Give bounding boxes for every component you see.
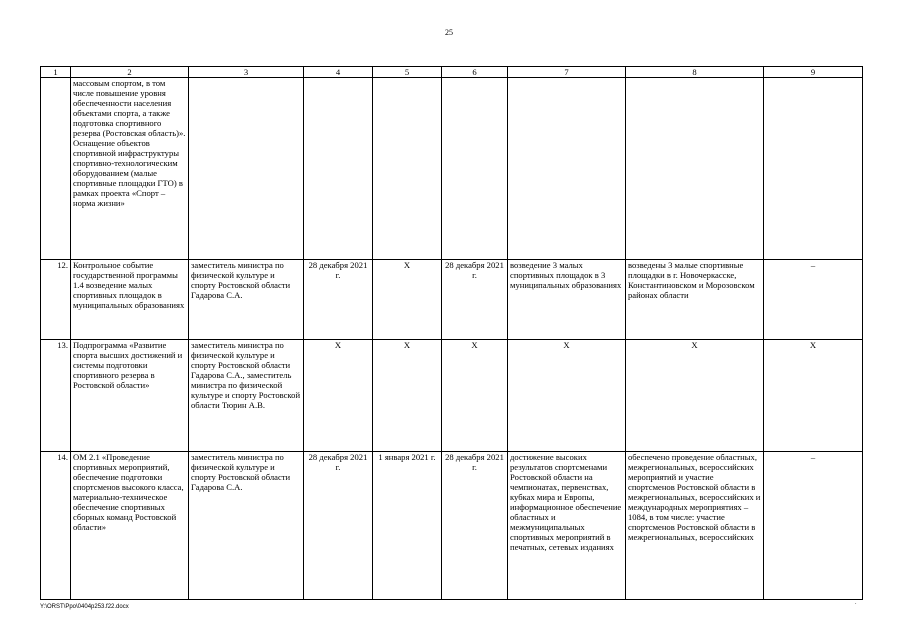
- table-row: [41, 78, 863, 260]
- planned-date: 28 декабря 2021 г.: [304, 260, 373, 340]
- end-date: Х: [442, 340, 508, 452]
- planned-result: [508, 78, 626, 260]
- header-cell: 8: [626, 67, 764, 78]
- actual-result: [626, 78, 764, 260]
- planned-date: [304, 78, 373, 260]
- actual-result: Х: [626, 340, 764, 452]
- event-name: Подпрограмма «Развитие спорта высших достижений и системы подготовки спортивного резерва в Ростовской области»: [71, 340, 189, 452]
- end-date: [442, 78, 508, 260]
- event-name: массовым спортом, в том числе повышение уровня обеспеченности населения объектами спорта, а также подготовка спортивного резерва (Ростовская область)». Оснащение объектов спортивной инфраструктуры спортивно-технологическим оборудованием (малые спортивные площадки ГТО) в рамках проекта «Спорт – норма жизни»: [71, 78, 189, 260]
- end-date: 28 декабря 2021 г.: [442, 260, 508, 340]
- header-cell: 6: [442, 67, 508, 78]
- planned-date: Х: [304, 340, 373, 452]
- responsible: заместитель министра по физической культуре и спорту Ростовской области Гадарова С.А.: [189, 260, 304, 340]
- plan-table: [40, 66, 863, 600]
- planned-result: достижение высоких результатов спортсменами Ростовской области на чемпионатах, первенствах, кубках мира и Европы, информационное обеспечение областных и межмуниципальных спортивных мероприятий в печатных, сетевых изданиях: [508, 452, 626, 600]
- responsible: заместитель министра по физической культуре и спорту Ростовской области Гадарова С.А., заместитель министра по физической культуре и спорту Ростовской области Тюрин А.В.: [189, 340, 304, 452]
- start-date: Х: [373, 260, 442, 340]
- header-cell: 1: [41, 67, 71, 78]
- table-header-row: [41, 67, 863, 78]
- start-date: Х: [373, 340, 442, 452]
- table-row: [41, 260, 863, 340]
- header-cell: 3: [189, 67, 304, 78]
- responsible: заместитель министра по физической культуре и спорту Ростовской области Гадарова С.А.: [189, 452, 304, 600]
- note: –: [764, 260, 863, 340]
- page-number: 25: [445, 28, 453, 37]
- planned-date: 28 декабря 2021 г.: [304, 452, 373, 600]
- file-path-footer: Y:\ORST\Ppo\0404p253.f22.docx: [40, 604, 129, 610]
- row-number: [41, 78, 71, 260]
- start-date: 1 января 2021 г.: [373, 452, 442, 600]
- table-row: [41, 452, 863, 600]
- end-date: 28 декабря 2021 г.: [442, 452, 508, 600]
- header-cell: 5: [373, 67, 442, 78]
- header-cell: 2: [71, 67, 189, 78]
- header-cell: 4: [304, 67, 373, 78]
- table-row: [41, 340, 863, 452]
- row-number: 13.: [41, 340, 71, 452]
- note: Х: [764, 340, 863, 452]
- note: [764, 78, 863, 260]
- header-cell: 7: [508, 67, 626, 78]
- actual-result: возведены 3 малые спортивные площадки в г. Новочеркасске, Константиновском и Морозовском районах области: [626, 260, 764, 340]
- responsible: [189, 78, 304, 260]
- row-number: 12.: [41, 260, 71, 340]
- corner-mark: .: [855, 600, 857, 606]
- event-name: ОМ 2.1 «Проведение спортивных мероприятий, обеспечение подготовки спортсменов высокого класса, материально-техническое обеспечение спортивных сборных команд Ростовской области»: [71, 452, 189, 600]
- start-date: [373, 78, 442, 260]
- planned-result: возведение 3 малых спортивных площадок в 3 муниципальных образованиях: [508, 260, 626, 340]
- header-cell: 9: [764, 67, 863, 78]
- row-number: 14.: [41, 452, 71, 600]
- planned-result: Х: [508, 340, 626, 452]
- event-name: Контрольное событие государственной программы 1.4 возведение малых спортивных площадок в муниципальных образованиях: [71, 260, 189, 340]
- note: –: [764, 452, 863, 600]
- actual-result: обеспечено проведение областных, межрегиональных, всероссийских мероприятий и участие спортсменов Ростовской области в межрегиональных, всероссийских и международных мероприятиях – 1084, в том числе: участие спортсменов Ростовской области в межрегиональных, всероссийских: [626, 452, 764, 600]
